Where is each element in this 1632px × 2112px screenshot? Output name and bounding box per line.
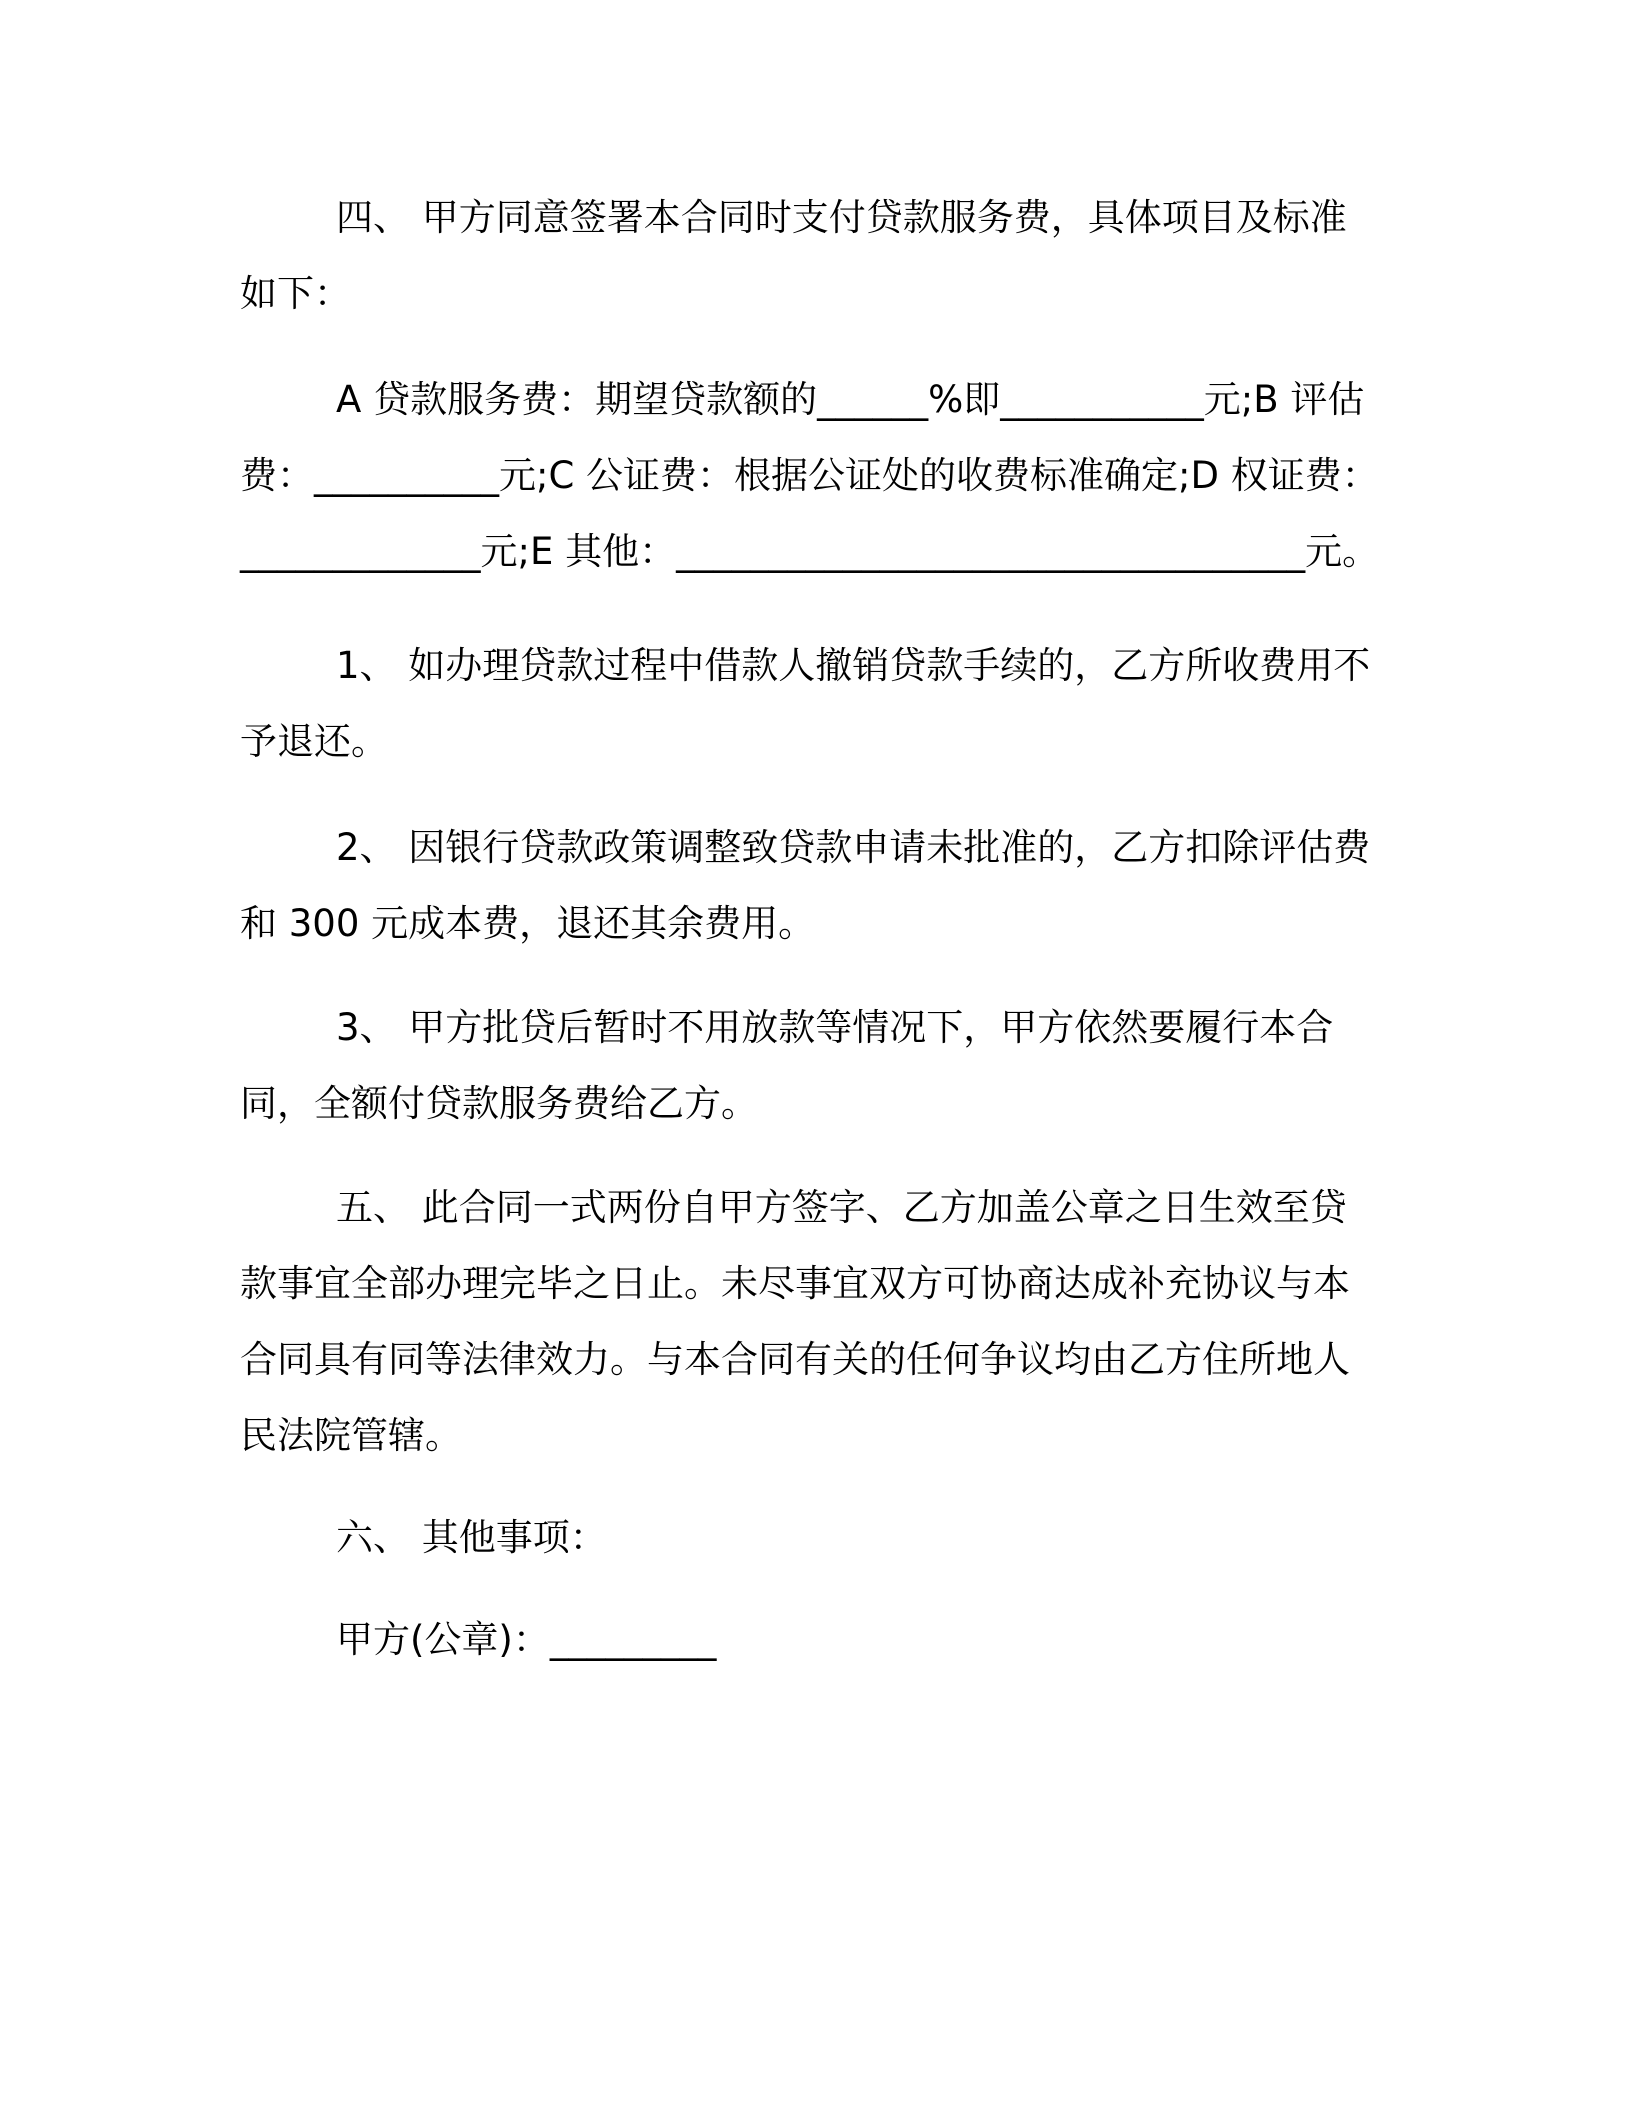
clause-4-item-3: 3、 甲方批贷后暂时不用放款等情况下，甲方依然要履行本合同，全额付贷款服务费给乙方。 (240, 1006, 1334, 1125)
clause-4-item-2: 2、 因银行贷款政策调整致贷款申请未批准的，乙方扣除评估费和 300 元成本费，退还其余费用。 (240, 826, 1371, 945)
clause-4-item-1: 1、 如办理贷款过程中借款人撤销贷款手续的，乙方所收费用不予退还。 (240, 644, 1371, 763)
clause-4-fees-heading: 四、 甲方同意签署本合同时支付贷款服务费，具体项目及标准如下： (240, 196, 1347, 315)
clause-6-other-matters: 六、 其他事项： (336, 1516, 607, 1559)
clause-5-validity: 五、 此合同一式两份自甲方签字、乙方加盖公章之日生效至贷款事宜全部办理完毕之日止。未尽事宜双方可协商达成补充协议与本合同具有同等法律效力。与本合同有关的任何争议均由乙方住所地人民法院管辖。 (240, 1186, 1350, 1457)
fee-items-list: A 贷款服务费：期望贷款额的______%即___________元;B 评估费：__________元;C 公证费：根据公证处的收费标准确定;D 权证费：_____________元;E 其他：__________________________________元。 (240, 378, 1380, 573)
party-a-seal-line: 甲方(公章)：_________ (336, 1618, 717, 1661)
